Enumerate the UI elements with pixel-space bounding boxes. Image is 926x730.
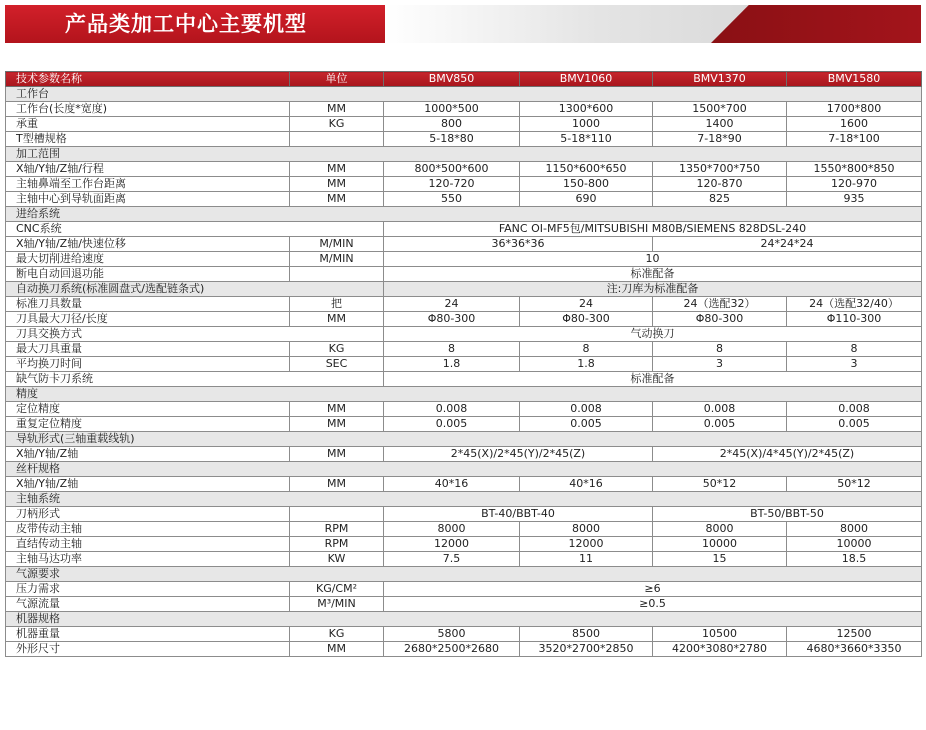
header-model-bmv1370: BMV1370 [653,72,787,87]
param-label: 承重 [6,117,290,132]
spec-value: 0.005 [653,417,787,432]
section-label: 气源要求 [6,567,922,582]
spec-value: 24（选配32） [653,297,787,312]
spec-value: ≥0.5 [384,597,922,612]
param-label: 外形尺寸 [6,642,290,657]
spec-value: 12500 [787,627,922,642]
spec-value: Φ80-300 [653,312,787,327]
section-row [6,462,922,477]
section-label: 机器规格 [6,612,922,627]
param-unit: MM [290,642,384,657]
spec-value: 120-970 [787,177,922,192]
spec-value: 10000 [653,537,787,552]
param-unit: RPM [290,522,384,537]
spec-value: 825 [653,192,787,207]
section-label: 主轴系统 [6,492,922,507]
spec-value: Φ80-300 [520,312,653,327]
spec-value: 8 [520,342,653,357]
spec-value: 1.8 [384,357,520,372]
param-unit: KG [290,627,384,642]
param-unit: KW [290,552,384,567]
param-label: X轴/Y轴/Z轴/快速位移 [6,237,290,252]
spec-value: 8000 [384,522,520,537]
param-unit: MM [290,417,384,432]
table-row [6,447,922,462]
spec-value: 0.005 [787,417,922,432]
spec-value: 8500 [520,627,653,642]
spec-value: 5800 [384,627,520,642]
spec-value: 935 [787,192,922,207]
param-label: 压力需求 [6,582,290,597]
spec-value: 3 [653,357,787,372]
table-row [6,102,922,117]
spec-value: 120-870 [653,177,787,192]
spec-value: 1300*600 [520,102,653,117]
spec-value: 0.005 [384,417,520,432]
param-unit: RPM [290,537,384,552]
param-label: 缺气防卡刀系统 [6,372,384,387]
param-label: CNC系统 [6,222,384,237]
param-unit: MM [290,192,384,207]
spec-value: 0.008 [653,402,787,417]
table-row [6,537,922,552]
spec-value: 2*45(X)/4*45(Y)/2*45(Z) [653,447,922,462]
spec-value: 5-18*110 [520,132,653,147]
param-label: 机器重量 [6,627,290,642]
spec-value: 8000 [787,522,922,537]
param-unit: KG [290,342,384,357]
table-row [6,357,922,372]
page-title: 产品类加工中心主要机型 [65,12,307,36]
param-label: 刀具交换方式 [6,327,384,342]
spec-value: 36*36*36 [384,237,653,252]
param-label: 最大切削进给速度 [6,252,290,267]
table-row [6,252,922,267]
spec-value: 3 [787,357,922,372]
section-label: 进给系统 [6,207,922,222]
spec-value: 1.8 [520,357,653,372]
table-row [6,342,922,357]
spec-value: 690 [520,192,653,207]
spec-value: 标准配备 [384,372,922,387]
spec-value: 2680*2500*2680 [384,642,520,657]
spec-value: 24 [520,297,653,312]
param-label: 标准刀具数量 [6,297,290,312]
param-label: 定位精度 [6,402,290,417]
param-label: X轴/Y轴/Z轴 [6,447,290,462]
spec-value: 50*12 [653,477,787,492]
param-label: 主轴马达功率 [6,552,290,567]
spec-value: 1500*700 [653,102,787,117]
table-header-row [6,72,922,87]
param-unit: MM [290,447,384,462]
spec-value: 7-18*100 [787,132,922,147]
table-row [6,162,922,177]
spec-value: 18.5 [787,552,922,567]
section-row [6,432,922,447]
spec-value: 标准配备 [384,267,922,282]
table-row [6,177,922,192]
header-model-bmv850: BMV850 [384,72,520,87]
spec-value: 2*45(X)/2*45(Y)/2*45(Z) [384,447,653,462]
spec-value: 3520*2700*2850 [520,642,653,657]
table-row [6,267,922,282]
param-unit: MM [290,102,384,117]
param-label: 平均换刀时间 [6,357,290,372]
spec-value: BT-50/BBT-50 [653,507,922,522]
param-label: 最大刀具重量 [6,342,290,357]
spec-value: 1000*500 [384,102,520,117]
table-row [6,237,922,252]
spec-value: 800*500*600 [384,162,520,177]
section-label: 丝杆规格 [6,462,922,477]
section-label: 工作台 [6,87,922,102]
spec-value: ≥6 [384,582,922,597]
spec-value: 1700*800 [787,102,922,117]
table-row [6,627,922,642]
param-unit: MM [290,312,384,327]
table-row [6,192,922,207]
spec-value: 24（选配32/40） [787,297,922,312]
spec-value: 50*12 [787,477,922,492]
section-row [6,87,922,102]
spec-value: 1150*600*650 [520,162,653,177]
param-unit: MM [290,177,384,192]
section-label: 导轨形式(三轴重载线轨) [6,432,922,447]
param-label: 自动换刀系统(标准圆盘式/选配链条式) [6,282,384,297]
spec-value: 1350*700*750 [653,162,787,177]
spec-value: 4680*3660*3350 [787,642,922,657]
table-row [6,402,922,417]
param-unit: MM [290,402,384,417]
param-label: X轴/Y轴/Z轴/行程 [6,162,290,177]
table-row [6,597,922,612]
param-label: 刀柄形式 [6,507,290,522]
spec-value: 0.005 [520,417,653,432]
param-unit: M/MIN [290,252,384,267]
spec-value: 40*16 [520,477,653,492]
section-row [6,612,922,627]
spec-value: 1400 [653,117,787,132]
spec-table [5,71,922,657]
table-row [6,312,922,327]
param-label: 刀具最大刀径/长度 [6,312,290,327]
param-label: 工作台(长度*宽度) [6,102,290,117]
spec-value: 40*16 [384,477,520,492]
param-label: 直结传动主轴 [6,537,290,552]
table-row [6,417,922,432]
table-row [6,372,922,387]
spec-value: 120-720 [384,177,520,192]
spec-value: 10000 [787,537,922,552]
header-param-name: 技术参数名称 [6,72,290,87]
spec-value: 24 [384,297,520,312]
section-label: 加工范围 [6,147,922,162]
spec-value: BT-40/BBT-40 [384,507,653,522]
table-row [6,552,922,567]
table-row [6,582,922,597]
title-banner [5,5,921,43]
table-row [6,282,922,297]
table-row [6,522,922,537]
spec-value: 550 [384,192,520,207]
param-label: 断电自动回退功能 [6,267,290,282]
spec-value: 15 [653,552,787,567]
header-model-bmv1580: BMV1580 [787,72,922,87]
param-label: 主轴中心到导轨面距离 [6,192,290,207]
table-row [6,132,922,147]
section-row [6,567,922,582]
param-label: 主轴鼻端至工作台距离 [6,177,290,192]
spec-value: 24*24*24 [653,237,922,252]
section-row [6,492,922,507]
spec-value: 150-800 [520,177,653,192]
param-label: 气源流量 [6,597,290,612]
param-unit: MM [290,477,384,492]
spec-value: Φ80-300 [384,312,520,327]
param-unit [290,267,384,282]
table-row [6,222,922,237]
param-unit: M/MIN [290,237,384,252]
table-row [6,297,922,312]
table-row [6,117,922,132]
spec-value: Φ110-300 [787,312,922,327]
spec-value: FANC OI-MF5包/MITSUBISHI M80B/SIEMENS 828DSL-240 [384,222,922,237]
section-label: 精度 [6,387,922,402]
param-unit [290,507,384,522]
param-unit: KG [290,117,384,132]
param-label: 重复定位精度 [6,417,290,432]
table-row [6,477,922,492]
header-unit: 单位 [290,72,384,87]
section-row [6,387,922,402]
param-label: T型槽规格 [6,132,290,147]
param-unit: 把 [290,297,384,312]
spec-value: 0.008 [520,402,653,417]
spec-value: 4200*3080*2780 [653,642,787,657]
spec-value: 10 [384,252,922,267]
param-label: X轴/Y轴/Z轴 [6,477,290,492]
param-label: 皮带传动主轴 [6,522,290,537]
header-model-bmv1060: BMV1060 [520,72,653,87]
spec-value: 800 [384,117,520,132]
table-row [6,642,922,657]
table-row [6,507,922,522]
spec-value: 7-18*90 [653,132,787,147]
spec-value: 1600 [787,117,922,132]
param-unit: SEC [290,357,384,372]
spec-value: 8000 [520,522,653,537]
spec-value: 5-18*80 [384,132,520,147]
spec-value: 12000 [384,537,520,552]
spec-value: 注:刀库为标准配备 [384,282,922,297]
param-unit: M³/MIN [290,597,384,612]
spec-value: 1550*800*850 [787,162,922,177]
spec-value: 1000 [520,117,653,132]
section-row [6,207,922,222]
spec-value: 0.008 [787,402,922,417]
spec-value: 气动换刀 [384,327,922,342]
spec-value: 0.008 [384,402,520,417]
spec-value: 8 [653,342,787,357]
param-unit: KG/CM² [290,582,384,597]
spec-value: 12000 [520,537,653,552]
table-row [6,327,922,342]
spec-value: 8000 [653,522,787,537]
param-unit [290,132,384,147]
param-unit: MM [290,162,384,177]
spec-value: 8 [787,342,922,357]
spec-value: 11 [520,552,653,567]
spec-value: 7.5 [384,552,520,567]
spec-value: 10500 [653,627,787,642]
spec-value: 8 [384,342,520,357]
section-row [6,147,922,162]
